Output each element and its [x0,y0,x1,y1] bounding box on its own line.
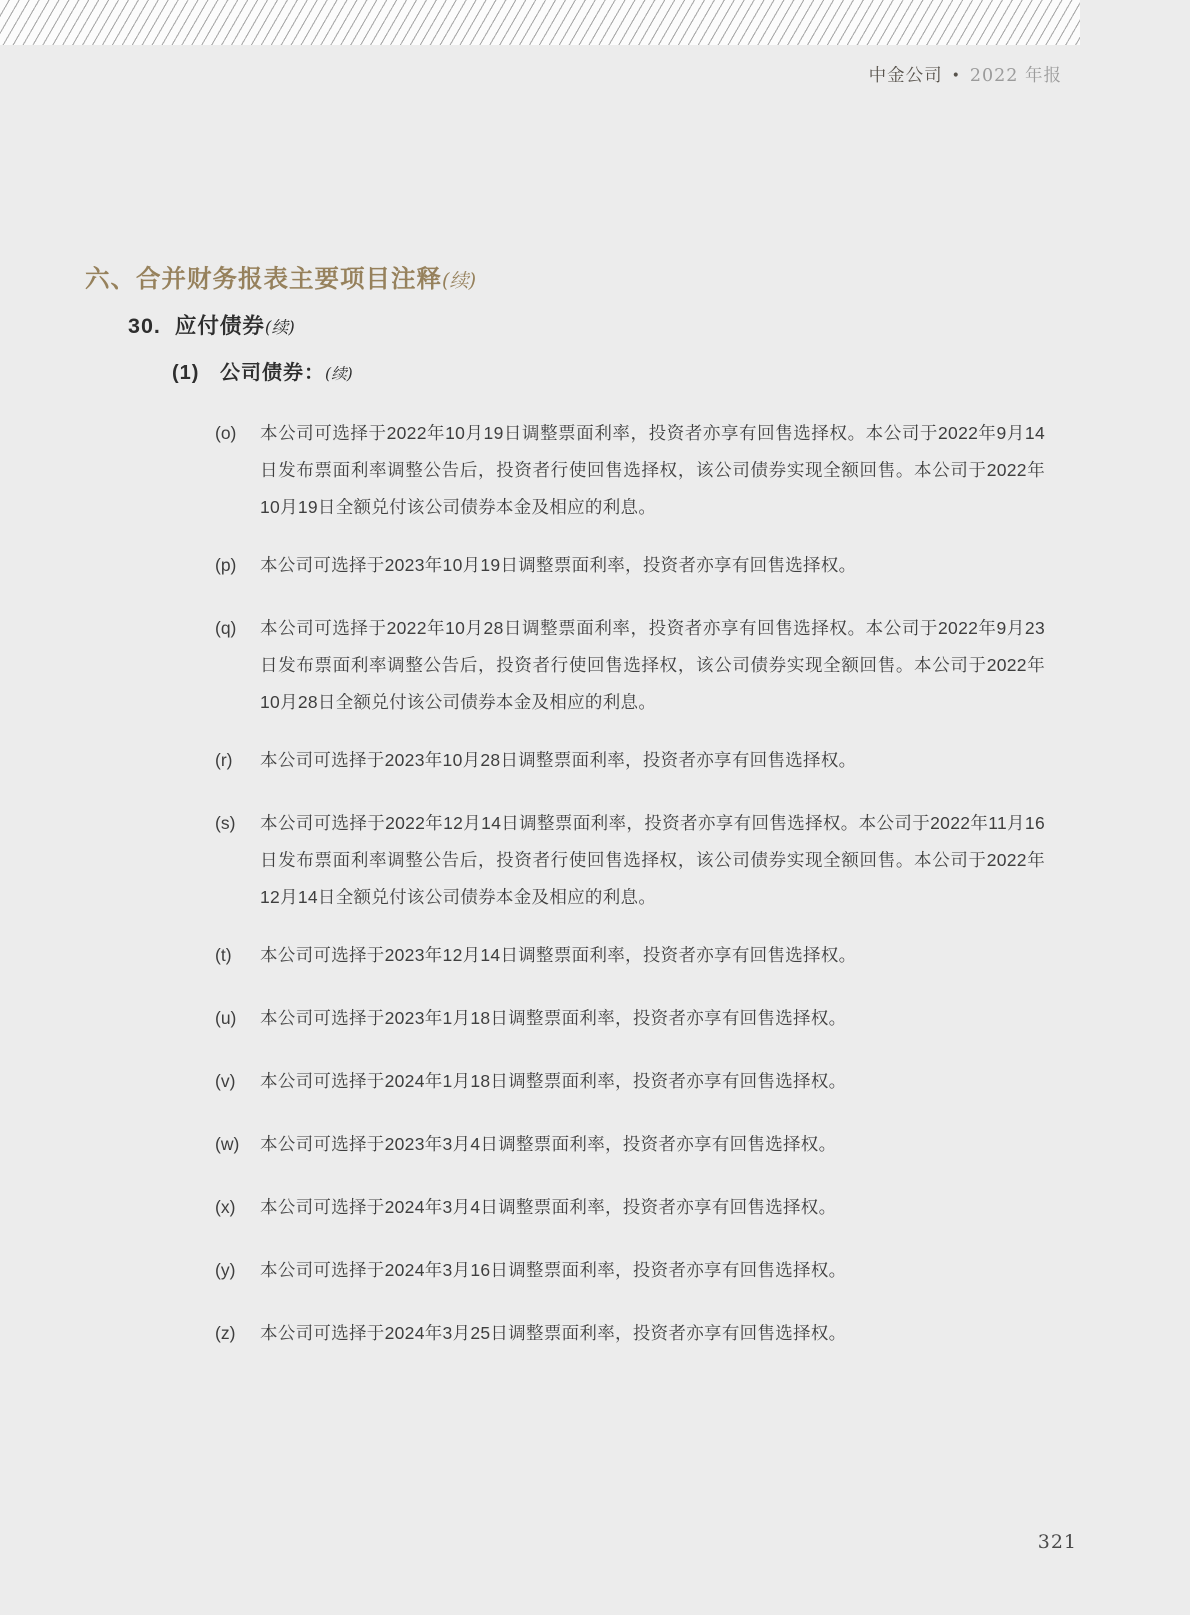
list-item-text: 本公司可选择于2022年10月28日调整票面利率，投资者亦享有回售选择权。本公司于2022年9月23日发布票面利率调整公告后，投资者行使回售选择权，该公司债券实现全额回售。本公司于2022年10月28日全额兑付该公司债券本金及相应的利息。 [260,618,1045,712]
list-item-o [215,415,1190,526]
list-item-text: 本公司可选择于2024年1月18日调整票面利率，投资者亦享有回售选择权。 [260,1071,847,1091]
list-item-w [215,1126,1190,1163]
section-continued-note: (续) [264,317,295,337]
note-item-list [0,415,1190,1352]
list-item-s [215,805,1190,916]
list-item-text: 本公司可选择于2023年10月19日调整票面利率，投资者亦享有回售选择权。 [260,555,857,575]
section-label: 应付债券 [174,314,265,338]
list-item-u [215,1000,1190,1037]
list-item-y [215,1252,1190,1289]
list-item-marker: (t) [215,945,232,965]
list-item-text: 本公司可选择于2023年1月18日调整票面利率，投资者亦享有回售选择权。 [260,1008,847,1028]
chapter-title-text: 六、合并财务报表主要项目注释 [85,266,442,293]
list-item-p [215,547,1190,584]
list-item-marker: (y) [215,1260,236,1280]
list-item-text: 本公司可选择于2023年10月28日调整票面利率，投资者亦享有回售选择权。 [260,750,857,770]
list-item-text: 本公司可选择于2024年3月25日调整票面利率，投资者亦享有回售选择权。 [260,1323,847,1343]
page-number: 321 [1037,1531,1077,1553]
report-edition: 2022 年报 [969,66,1062,86]
section-heading [128,311,1190,342]
list-item-text: 本公司可选择于2024年3月4日调整票面利率，投资者亦享有回售选择权。 [260,1197,837,1217]
list-item-marker: (r) [215,750,233,770]
section-number: 30. [128,314,161,338]
list-item-marker: (x) [215,1197,236,1217]
list-item-text: 本公司可选择于2023年12月14日调整票面利率，投资者亦享有回售选择权。 [260,945,857,965]
list-item-text: 本公司可选择于2023年3月4日调整票面利率，投资者亦享有回售选择权。 [260,1134,837,1154]
list-item-v [215,1063,1190,1100]
chapter-title [85,263,1190,297]
header-bullet-separator: • [951,68,961,84]
list-item-marker: (v) [215,1071,236,1091]
page-content [0,263,1190,1373]
list-item-q [215,610,1190,721]
subsection-continued-note: (续) [325,365,353,383]
chapter-title-continued-note: (续) [442,269,477,292]
company-name: 中金公司 [868,66,943,86]
subsection-heading [172,359,1190,389]
decorative-hatch-band [0,0,1080,45]
list-item-z [215,1315,1190,1352]
list-item-marker: (q) [215,618,237,638]
list-item-marker: (z) [215,1323,236,1343]
list-item-marker: (o) [215,423,237,443]
list-item-text: 本公司可选择于2024年3月16日调整票面利率，投资者亦享有回售选择权。 [260,1260,847,1280]
running-header [869,62,1062,87]
list-item-marker: (p) [215,555,237,575]
list-item-marker: (w) [215,1134,240,1154]
list-item-text: 本公司可选择于2022年12月14日调整票面利率，投资者亦享有回售选择权。本公司于2022年11月16日发布票面利率调整公告后，投资者行使回售选择权，该公司债券实现全额回售。本公司于2022年12月14日全额兑付该公司债券本金及相应的利息。 [260,813,1045,907]
list-item-marker: (s) [215,813,236,833]
list-item-marker: (u) [215,1008,237,1028]
list-item-r [215,742,1190,779]
subsection-label: 公司债券： [220,362,325,384]
list-item-t [215,937,1190,974]
list-item-text: 本公司可选择于2022年10月19日调整票面利率，投资者亦享有回售选择权。本公司于2022年9月14日发布票面利率调整公告后，投资者行使回售选择权，该公司债券实现全额回售。本公司于2022年10月19日全额兑付该公司债券本金及相应的利息。 [260,423,1045,517]
subsection-number: (1) [172,362,200,384]
list-item-x [215,1189,1190,1226]
